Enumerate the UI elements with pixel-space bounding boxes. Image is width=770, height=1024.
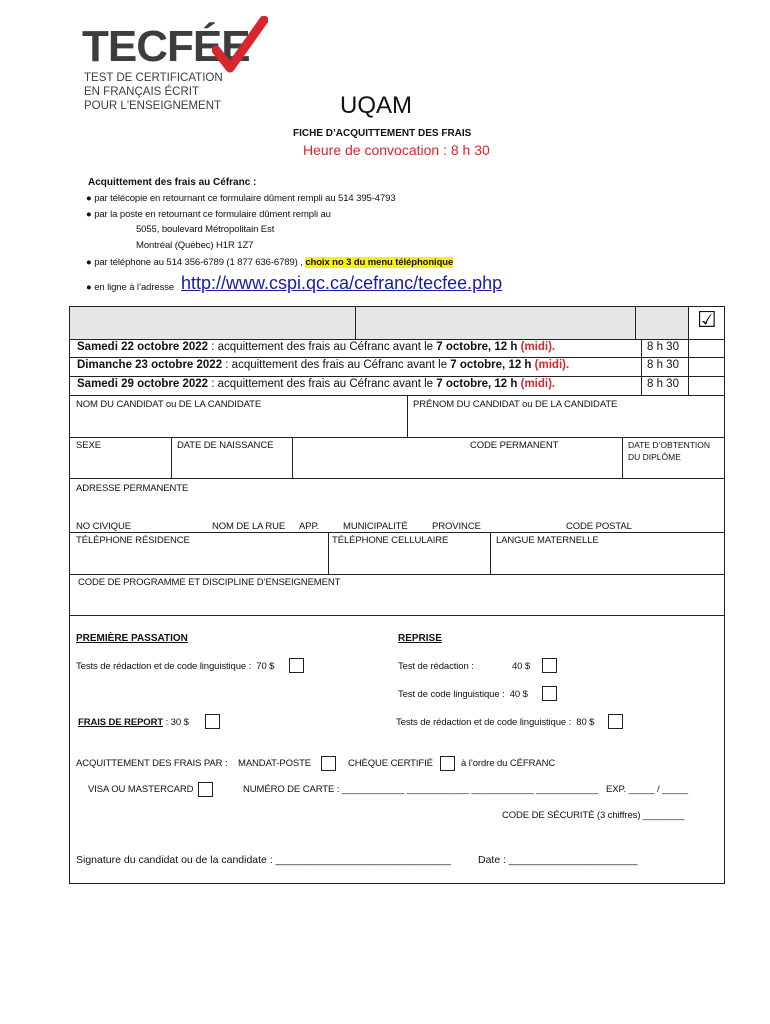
prenom-label: PRÉNOM DU CANDIDAT ou DE LA CANDIDATE [413,399,618,410]
info-address-1: 5055, boulevard Métropolitain Est [136,224,275,235]
cheque-checkbox[interactable] [440,756,455,771]
phone-choice-highlight: choix no 3 du menu téléphonique [305,257,454,268]
payment-method-label: ACQUITTEMENT DES FRAIS PAR : [76,758,228,769]
code-postal-label: CODE POSTAL [566,521,632,532]
fax-text: par télécopie en retournant ce formulaire dûment rempli au 514 395-4793 [94,193,396,204]
nom-field[interactable] [70,412,406,436]
reprise-both-label: Tests de rédaction et de code linguistique : 80 $ [396,717,595,728]
session-day: Samedi 29 octobre 2022 [77,378,209,390]
programme-label: CODE DE PROGRAMME ET DISCIPLINE D’ENSEIGNEMENT [78,577,341,588]
expiry-field[interactable]: EXP. _____ / _____ [606,784,689,795]
session-text: : acquittement des frais au Céfranc avant le [208,341,437,353]
tel-res-label: TÉLÉPHONE RÉSIDENCE [76,535,190,546]
session-midi: (midi). [520,378,556,390]
rue-label: NOM DE LA RUE [212,521,286,532]
langue-label: LANGUE MATERNELLE [496,535,599,546]
info-online: ● en ligne à l’adresse [86,282,175,293]
header-cell-2 [356,307,635,339]
test-redaction-amount: 40 $ [512,661,531,672]
checkbox-checked-icon: ☑ [697,307,717,332]
info-phone: ● par téléphone au 514 356-6789 (1 877 636-6789) , choix no 3 du menu téléphonique [86,257,454,268]
code-permanent-label: CODE PERMANENT [470,440,559,451]
session-midi: (midi). [520,341,556,353]
session-time: 8 h 30 [647,341,679,353]
logo-line-1: TEST DE CERTIFICATION [84,72,223,84]
tests-both-checkbox[interactable] [289,658,304,673]
premiere-passation-heading: PREMIÈRE PASSATION [76,633,188,644]
cefranc-link[interactable]: http://www.cspi.qc.ca/cefranc/tecfee.php [181,273,503,293]
no-civique-label: NO CIVIQUE [76,521,131,532]
online-text: en ligne à l’adresse [94,282,175,293]
mail-text: par la poste en retournant ce formulaire dûment rempli au [94,209,331,220]
report-checkbox[interactable] [205,714,220,729]
test-redaction-label: Test de rédaction : [398,661,474,672]
header-cell-1 [70,307,355,339]
prenom-field[interactable] [408,412,723,436]
info-address-2: Montréal (Québec) H1R 1Z7 [136,240,254,251]
session-day: Dimanche 23 octobre 2022 [77,359,223,371]
session-text: : acquittement des frais au Céfranc avant le [222,359,451,371]
reprise-heading: REPRISE [398,633,442,644]
adresse-field[interactable] [70,495,724,519]
security-code-field[interactable]: CODE DE SÉCURITÉ (3 chiffres) ________ [502,810,685,821]
ordre-label: à l’ordre du CÉFRANC [461,758,556,769]
signature-date-field[interactable]: Date : ______________________ [478,854,638,866]
report-label: FRAIS DE REPORT : 30 $ [78,717,189,728]
mandat-checkbox[interactable] [321,756,336,771]
signature-field[interactable]: Signature du candidat ou de la candidate : ______________________________ [76,854,451,866]
province-label: PROVINCE [432,521,481,532]
tel-cell-label: TÉLÉPHONE CELLULAIRE [332,535,449,546]
nom-label: NOM DU CANDIDAT ou DE LA CANDIDATE [76,399,262,410]
municipalite-label: MUNICIPALITÉ [343,521,408,532]
card-number-field[interactable]: NUMÉRO DE CARTE : ____________ ____________ ____________ ____________ [243,784,599,795]
logo-line-2: EN FRANÇAIS ÉCRIT [84,86,200,98]
session-day: Samedi 22 octobre 2022 [77,341,209,353]
app-label: APP. [299,521,320,532]
session-deadline: 7 octobre, 12 h [436,341,518,353]
test-code-label: Test de code linguistique : 40 $ [398,689,528,700]
info-mail: ● par la poste en retournant ce formulaire dûment rempli au [86,209,331,220]
programme-field[interactable] [70,590,724,614]
sexe-label: SEXE [76,440,101,451]
adresse-label: ADRESSE PERMANENTE [76,483,189,494]
session-deadline: 7 octobre, 12 h [436,378,518,390]
header-cell-3 [636,307,688,339]
session-midi: (midi). [534,359,570,371]
cheque-label: CHÈQUE CERTIFIÉ [348,758,433,769]
reprise-both-checkbox[interactable] [608,714,623,729]
session-text: : acquittement des frais au Céfranc avant le [208,378,437,390]
mandat-label: MANDAT-POSTE [238,758,312,769]
naissance-label: DATE DE NAISSANCE [177,440,274,451]
obtention-label: DATE D’OBTENTION DU DIPLÔME [628,440,711,462]
university-name: UQAM [340,92,412,119]
session-time: 8 h 30 [647,359,679,371]
logo-title: TECFÉE [82,22,250,71]
checkmark-icon [212,16,268,76]
session-time: 8 h 30 [647,378,679,390]
logo-line-3: POUR L'ENSEIGNEMENT [84,100,222,112]
test-redaction-checkbox[interactable] [542,658,557,673]
convocation-time: Heure de convocation : 8 h 30 [303,142,490,158]
info-fax: ● par télécopie en retournant ce formulaire dûment rempli au 514 395-4793 [86,193,396,204]
payment-heading: Acquittement des frais au Céfranc : [88,177,257,188]
tests-both-label: Tests de rédaction et de code linguistique : 70 $ [76,661,275,672]
form-title: FICHE D’ACQUITTEMENT DES FRAIS [293,128,472,139]
phone-text: par téléphone au 514 356-6789 (1 877 636-6789) , [94,257,303,268]
session-deadline: 7 octobre, 12 h [450,359,532,371]
visa-label: VISA OU MASTERCARD [88,784,194,795]
visa-checkbox[interactable] [198,782,213,797]
test-code-checkbox[interactable] [542,686,557,701]
